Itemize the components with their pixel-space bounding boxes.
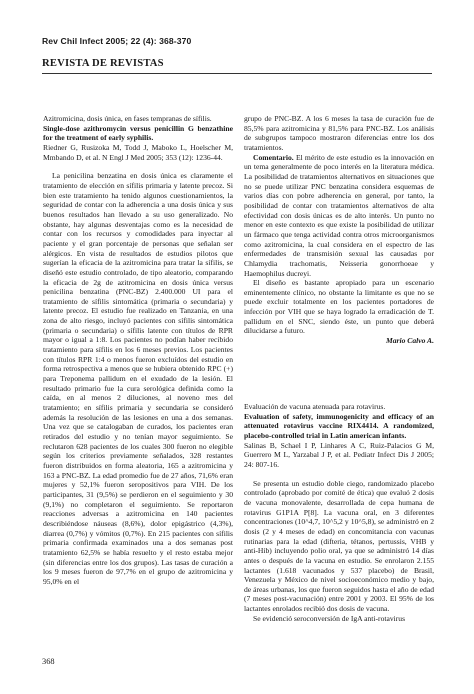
left-column	[43, 114, 233, 587]
comment-text: El mérito de este estudio es la innovación en un tema generalmente de poco interés en la literatura médica. La posibilidad de tratamientos alternativos en situaciones que no se puede utilizar PNC benzatina considera esquemas de varios días con pobre adherencia en general, por tanto, la posibilidad de contar con tratamientos alternativos de alta efectividad con dosis únicas es de alto interés. Un punto no menor en este contexto es que existe la posibilidad de utilizar un fármaco que tenga actividad contra otros microorganismos como azitromicina, la cual considera en el espectro de las enfermedades de transmisión sexual las causadas por Chlamydia trachomatis, Neisseria gonorrhoeae y Haemophilus ducreyi.	[244, 152, 434, 278]
article2-title: Evaluation of safety, immunogenicity and efficacy of an attenuated rotavirus vaccine RIX4414. A randomized, placebo-controlled trial in Latin american infants.	[244, 411, 434, 440]
article1-body: La penicilina benzatina en dosis única es claramente el tratamiento de elección en sífilis primaria y latente precoz. Si bien este tratamiento ha tenido algunos cuestionamientos, la seguridad de contar con la adherencia a una dosis única y sus buenos resultados han llevado a su uso generalizado. No obstante, hay algunas desventajas como es la necesidad de contar con los recursos y comodidades para inyectar al paciente y el gran porcentaje de personas que señalan ser alérgicos. En vista de resultados de estudios pilotos que sugerían la eficacia de la azitromicina para tratar la sífilis, se diseñó este estudio controlado, de tipo aleatorio, comparando la eficacia de 2g de azitromicina en dosis única versus penicilina benzatina (PNC-BZ) 2.400.000 UI para el tratamiento de sífilis sintomática (primaria o secundaria) y latente precoz. El estudio fue realizado en Tanzania, en una zona de alto riesgo, incluyó pacientes con sífilis sintomática (primaria o secundaria) o sífilis latente con títulos de RPR mayor o igual a 1:8. Los pacientes no podían haber recibido tratamiento para sífilis en los 6 meses previos. Los pacientes con títulos RPR 1:4 o menos fueron excluídos del estudio en forma retrospectiva a menos que se hubiera obtenido RPC (+) para Treponema pallidum en el exudado de la lesión. El resultado primario fue la cura serológica definida como la caída, en al menos 2 diluciones, al noveno mes del tratamiento; en sífilis primaria y secundaria se consideró además la resolución de las lesiones en una a dos semanas. Una vez que se catalogaban de curados, los pacientes eran retirados del estudio y no tenían mayor seguimiento. Se reclutaron 628 pacientes de los cuales 300 fueron no elegible según los criterios previamente señalados, 328 restantes fueron distribuidos en forma aleatoria, 165 a azitromicina y 163 a PNC-BZ. La edad promedio fue de 27 años, 71,6% eran mujeres y 52,1% fueron seropositivos para VIH. De los participantes, 31 (9,5%) se perdieron en el seguimiento y 30 (9,1%) no completaron el seguimiento. Se reportaron reacciones adversas a azitromicina en 140 pacientes describiéndose náuseas (8,6%), dolor epigástrico (4,3%), diarrea (0,7%) y vómitos (0,7%). En 215 pacientes con sífilis primaria confirmada examinados una a dos semanas post tratamiento 62,5% se había resuelto y el resto estaba mejor (sin diferencias entre los dos grupos). Las tasas de curación a los 9 meses fueron de 97,7% en el grupo de azitromicina y 95,0% en el	[43, 171, 233, 586]
article2-block	[244, 402, 434, 623]
section-divider	[42, 73, 432, 74]
article2-category: Evaluación de vacuna atenuada para rotavirus.	[244, 402, 386, 411]
article2-authors: Salinas B, Schael I P, Linhares A C, Ruiz-Palacios G M, Guerrero M L, Yarzabal J P, et al. Pediatr Infect Dis J 2005; 24: 807-16.	[244, 440, 434, 469]
article1-comment	[244, 153, 434, 279]
spacer	[244, 470, 434, 479]
article2-body-p2: Se evidenció seroconversión de IgA anti-rotavirus	[253, 613, 406, 623]
article1-title: Single-dose azithromycin versus penicillin G benzathine for the treatment of early syphilis.	[43, 123, 233, 143]
right-column	[244, 114, 434, 346]
article1-signature: Mario Calvo A.	[385, 336, 434, 346]
page-number: 368	[42, 657, 55, 666]
article1-category: Azitromicina, dosis única, en fases tempranas de sífilis.	[43, 114, 212, 123]
article1-authors: Riedner G, Rusizoka M, Todd J, Maboko L, Hoelscher M, Mmbando D, et al. N Engl J Med 2005; 353 (12): 1236-44.	[43, 142, 233, 162]
comment-label: Comentario.	[253, 152, 294, 162]
article2-body: Se presenta un estudio doble ciego, randomizado placebo controlado (aprobado por comité de ética) que evaluó 2 dosis de vacuna monovalente, desarrollada de cepa humana de rotavirus G1P1A P[8]. La vacuna oral, en 3 diferentes concentraciones (10^4,7, 10^5,2 y 10^5,8), se administró en 2 dosis (2 y 4 meses de edad) en concomitancia con vacunas rutinarias para la edad (difteria, tétanos, pertussis, VHB y anti-Hib) incluyendo polio oral, ya que se administró 14 días antes o después de la vacuna en estudio. Se enrolaron 2.155 lactantes (1.618 vacunados y 537 placebo) de Brasil, Venezuela y México de nivel socioeconómico medio y bajo, de áreas urbanas, los que fueron seguidos hasta el año de edad (7 meses post-vacunación) entre 2001 y 2003. El 95% de los lactantes enrolados recibió dos dosis de vacuna.	[244, 478, 434, 614]
journal-reference: Rev Chil Infect 2005; 22 (4): 368-370	[42, 36, 192, 46]
article1-comment-p2: El diseño es bastante apropiado para un escenario eminentemente clínico, no obstante la limitante es que no se puede excluir totalmente en los pacientes portadores de infección por VIH que se haya logrado la erradicación de T. pallidum en el SNC, siendo éste, un punto que deberá dilucidarse a futuro.	[244, 278, 434, 336]
article1-body-continued: grupo de PNC-BZ. A los 6 meses la tasa de curación fue de 85,5% para azitromicina y 81,5% para PNC-BZ. Los análisis de subgrupos tampoco mostraron diferencias entre los dos tratamientos.	[244, 114, 434, 152]
spacer	[43, 162, 233, 171]
section-title: REVISTA DE REVISTAS	[42, 58, 164, 69]
